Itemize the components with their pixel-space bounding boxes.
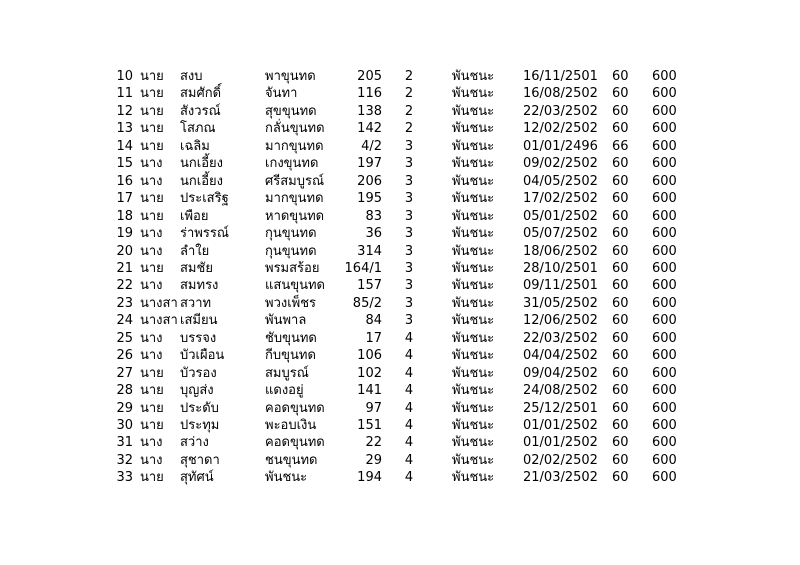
table-row xyxy=(0,173,800,191)
amount-cell: 600 xyxy=(652,191,677,207)
table-row xyxy=(0,120,800,138)
birth-date-cell: 18/06/2502 xyxy=(523,243,598,259)
row-number-cell: 20 xyxy=(116,243,133,259)
table-row xyxy=(0,208,800,226)
subdistrict-cell: พันชนะ xyxy=(452,452,495,468)
amount-cell: 600 xyxy=(652,138,677,154)
house-number-cell: 206 xyxy=(357,173,382,189)
house-number-cell: 17 xyxy=(365,330,382,346)
table-row xyxy=(0,68,800,86)
birth-date-cell: 12/02/2502 xyxy=(523,121,598,137)
name-title-cell: นาย xyxy=(140,121,164,137)
first-name-cell: เพือย xyxy=(180,208,209,224)
birth-date-cell: 05/07/2502 xyxy=(523,226,598,242)
last-name-cell: กุนขุนทด xyxy=(265,226,317,242)
first-name-cell: สังวรณ์ xyxy=(180,103,221,119)
last-name-cell: กีบขุนทด xyxy=(265,348,316,364)
birth-date-cell: 01/01/2502 xyxy=(523,435,598,451)
last-name-cell: เกงขุนทด xyxy=(265,156,319,172)
subdistrict-cell: พันชนะ xyxy=(452,103,495,119)
subdistrict-cell: พันชนะ xyxy=(452,278,495,294)
village-number-cell: 4 xyxy=(404,348,414,364)
row-number-cell: 23 xyxy=(116,295,133,311)
name-title-cell: นาง xyxy=(140,330,163,346)
name-title-cell: นาย xyxy=(140,138,164,154)
age-cell: 60 xyxy=(612,243,629,259)
age-cell: 60 xyxy=(612,383,629,399)
village-number-cell: 3 xyxy=(404,191,414,207)
amount-cell: 600 xyxy=(652,348,677,364)
village-number-cell: 3 xyxy=(404,226,414,242)
village-number-cell: 4 xyxy=(404,452,414,468)
name-title-cell: นาง xyxy=(140,156,163,172)
table-row xyxy=(0,452,800,470)
amount-cell: 600 xyxy=(652,278,677,294)
last-name-cell: สมบูรณ์ xyxy=(265,365,309,381)
subdistrict-cell: พันชนะ xyxy=(452,365,495,381)
house-number-cell: 138 xyxy=(357,103,382,119)
amount-cell: 600 xyxy=(652,69,677,84)
subdistrict-cell: พันชนะ xyxy=(452,226,495,242)
age-cell: 60 xyxy=(612,452,629,468)
first-name-cell: บัวรอง xyxy=(180,365,217,381)
name-title-cell: นาย xyxy=(140,69,164,84)
row-number-cell: 17 xyxy=(116,191,133,207)
table-row xyxy=(0,365,800,383)
name-title-cell: นาย xyxy=(140,260,164,276)
age-cell: 60 xyxy=(612,348,629,364)
row-number-cell: 22 xyxy=(116,278,133,294)
subdistrict-cell: พันชนะ xyxy=(452,470,495,486)
house-number-cell: 97 xyxy=(365,400,382,416)
first-name-cell: สุทัศน์ xyxy=(180,470,214,486)
subdistrict-cell: พันชนะ xyxy=(452,243,495,259)
age-cell: 60 xyxy=(612,418,629,433)
subdistrict-cell: พันชนะ xyxy=(452,418,495,433)
house-number-cell: 102 xyxy=(357,365,382,381)
amount-cell: 600 xyxy=(652,121,677,137)
village-number-cell: 2 xyxy=(404,69,414,84)
row-number-cell: 18 xyxy=(116,208,133,224)
first-name-cell: เฉลิม xyxy=(180,138,210,154)
amount-cell: 600 xyxy=(652,435,677,451)
table-row xyxy=(0,103,800,121)
house-number-cell: 164/1 xyxy=(344,260,382,276)
birth-date-cell: 16/11/2501 xyxy=(523,69,598,84)
first-name-cell: นกเอี้ยง xyxy=(180,156,223,172)
amount-cell: 600 xyxy=(652,295,677,311)
table-row xyxy=(0,260,800,278)
first-name-cell: ประเสริฐ xyxy=(180,191,229,207)
row-number-cell: 27 xyxy=(116,365,133,381)
village-number-cell: 3 xyxy=(404,173,414,189)
subdistrict-cell: พันชนะ xyxy=(452,383,495,399)
house-number-cell: 157 xyxy=(357,278,382,294)
last-name-cell: สุขขุนทด xyxy=(265,103,317,119)
name-title-cell: นาง xyxy=(140,452,163,468)
amount-cell: 600 xyxy=(652,313,677,329)
last-name-cell: จันทา xyxy=(265,86,298,102)
row-number-cell: 21 xyxy=(116,260,133,276)
first-name-cell: สมศักดิ์ xyxy=(180,86,222,102)
subdistrict-cell: พันชนะ xyxy=(452,86,495,102)
subdistrict-cell: พันชนะ xyxy=(452,208,495,224)
last-name-cell: พันชนะ xyxy=(265,470,308,486)
birth-date-cell: 22/03/2502 xyxy=(523,330,598,346)
table-row xyxy=(0,225,800,243)
house-number-cell: 22 xyxy=(365,435,382,451)
subdistrict-cell: พันชนะ xyxy=(452,260,495,276)
house-number-cell: 142 xyxy=(357,121,382,137)
row-number-cell: 25 xyxy=(116,330,133,346)
subdistrict-cell: พันชนะ xyxy=(452,191,495,207)
first-name-cell: สว่าง xyxy=(180,435,209,451)
row-number-cell: 10 xyxy=(116,69,133,84)
house-number-cell: 314 xyxy=(357,243,382,259)
house-number-cell: 85/2 xyxy=(352,295,382,311)
last-name-cell: มากขุนทด xyxy=(265,138,324,154)
subdistrict-cell: พันชนะ xyxy=(452,69,495,84)
last-name-cell: แสนขุนทด xyxy=(265,278,325,294)
table-row xyxy=(0,400,800,418)
house-number-cell: 151 xyxy=(357,418,382,433)
subdistrict-cell: พันชนะ xyxy=(452,295,495,311)
birth-date-cell: 21/03/2502 xyxy=(523,470,598,486)
last-name-cell: กลั่นขุนทด xyxy=(265,121,325,137)
name-title-cell: นาง xyxy=(140,173,163,189)
amount-cell: 600 xyxy=(652,400,677,416)
age-cell: 60 xyxy=(612,260,629,276)
village-number-cell: 3 xyxy=(404,208,414,224)
amount-cell: 600 xyxy=(652,330,677,346)
name-title-cell: นาย xyxy=(140,383,164,399)
row-number-cell: 11 xyxy=(116,86,133,102)
age-cell: 60 xyxy=(612,156,629,172)
row-number-cell: 19 xyxy=(116,226,133,242)
amount-cell: 600 xyxy=(652,418,677,433)
table-row xyxy=(0,330,800,348)
age-cell: 60 xyxy=(612,69,629,84)
table-row xyxy=(0,295,800,313)
age-cell: 60 xyxy=(612,330,629,346)
house-number-cell: 141 xyxy=(357,383,382,399)
row-number-cell: 30 xyxy=(116,418,133,433)
first-name-cell: บุญส่ง xyxy=(180,383,214,399)
table-row xyxy=(0,277,800,295)
row-number-cell: 32 xyxy=(116,452,133,468)
first-name-cell: บัวเผือน xyxy=(180,348,225,364)
village-number-cell: 2 xyxy=(404,103,414,119)
last-name-cell: พันพาล xyxy=(265,313,307,329)
name-title-cell: นาย xyxy=(140,418,164,433)
amount-cell: 600 xyxy=(652,173,677,189)
birth-date-cell: 17/02/2502 xyxy=(523,191,598,207)
first-name-cell: ลำใย xyxy=(180,243,210,259)
table-row xyxy=(0,243,800,261)
first-name-cell: ร่าพรรณ์ xyxy=(180,226,229,242)
house-number-cell: 116 xyxy=(357,86,382,102)
first-name-cell: ประทุม xyxy=(180,418,220,433)
table-row xyxy=(0,190,800,208)
row-number-cell: 15 xyxy=(116,156,133,172)
birth-date-cell: 22/03/2502 xyxy=(523,103,598,119)
name-title-cell: นาง xyxy=(140,435,163,451)
birth-date-cell: 02/02/2502 xyxy=(523,452,598,468)
age-cell: 60 xyxy=(612,313,629,329)
name-title-cell: นาง xyxy=(140,243,163,259)
birth-date-cell: 12/06/2502 xyxy=(523,313,598,329)
row-number-cell: 29 xyxy=(116,400,133,416)
village-number-cell: 4 xyxy=(404,435,414,451)
age-cell: 60 xyxy=(612,400,629,416)
last-name-cell: ชับขุนทด xyxy=(265,330,317,346)
table-row xyxy=(0,155,800,173)
house-number-cell: 205 xyxy=(357,69,382,84)
age-cell: 60 xyxy=(612,121,629,137)
name-title-cell: นาย xyxy=(140,400,164,416)
village-number-cell: 3 xyxy=(404,295,414,311)
subdistrict-cell: พันชนะ xyxy=(452,400,495,416)
table-row xyxy=(0,417,800,435)
amount-cell: 600 xyxy=(652,452,677,468)
village-number-cell: 3 xyxy=(404,138,414,154)
first-name-cell: สมทรง xyxy=(180,278,219,294)
subdistrict-cell: พันชนะ xyxy=(452,121,495,137)
birth-date-cell: 04/05/2502 xyxy=(523,173,598,189)
village-number-cell: 4 xyxy=(404,470,414,486)
last-name-cell: พะอบเงิน xyxy=(265,418,317,433)
row-number-cell: 12 xyxy=(116,103,133,119)
subdistrict-cell: พันชนะ xyxy=(452,138,495,154)
first-name-cell: สงบ xyxy=(180,69,203,84)
row-number-cell: 31 xyxy=(116,435,133,451)
birth-date-cell: 05/01/2502 xyxy=(523,208,598,224)
age-cell: 66 xyxy=(612,138,629,154)
amount-cell: 600 xyxy=(652,226,677,242)
name-title-cell: นาง xyxy=(140,348,163,364)
row-number-cell: 13 xyxy=(116,121,133,137)
village-number-cell: 2 xyxy=(404,86,414,102)
birth-date-cell: 01/01/2496 xyxy=(523,138,598,154)
first-name-cell: นกเอี้ยง xyxy=(180,173,223,189)
village-number-cell: 3 xyxy=(404,243,414,259)
name-title-cell: นาย xyxy=(140,365,164,381)
village-number-cell: 3 xyxy=(404,156,414,172)
name-title-cell: นาย xyxy=(140,191,164,207)
village-number-cell: 3 xyxy=(404,260,414,276)
village-number-cell: 3 xyxy=(404,313,414,329)
birth-date-cell: 25/12/2501 xyxy=(523,400,598,416)
age-cell: 60 xyxy=(612,208,629,224)
last-name-cell: มากขุนทด xyxy=(265,191,324,207)
age-cell: 60 xyxy=(612,435,629,451)
subdistrict-cell: พันชนะ xyxy=(452,348,495,364)
amount-cell: 600 xyxy=(652,208,677,224)
birth-date-cell: 01/01/2502 xyxy=(523,418,598,433)
first-name-cell: บรรจง xyxy=(180,330,217,346)
age-cell: 60 xyxy=(612,470,629,486)
last-name-cell: คอดขุนทด xyxy=(265,435,325,451)
age-cell: 60 xyxy=(612,86,629,102)
village-number-cell: 4 xyxy=(404,330,414,346)
last-name-cell: หาดขุนทด xyxy=(265,208,325,224)
house-number-cell: 106 xyxy=(357,348,382,364)
name-title-cell: นางสา xyxy=(140,313,178,329)
village-number-cell: 4 xyxy=(404,418,414,433)
last-name-cell: พาขุนทด xyxy=(265,69,316,84)
first-name-cell: โสภณ xyxy=(180,121,216,137)
house-number-cell: 195 xyxy=(357,191,382,207)
name-title-cell: นาย xyxy=(140,86,164,102)
birth-date-cell: 28/10/2501 xyxy=(523,260,598,276)
table-row xyxy=(0,347,800,365)
table-row xyxy=(0,382,800,400)
amount-cell: 600 xyxy=(652,365,677,381)
table-row xyxy=(0,138,800,156)
house-number-cell: 83 xyxy=(365,208,382,224)
house-number-cell: 84 xyxy=(365,313,382,329)
birth-date-cell: 09/02/2502 xyxy=(523,156,598,172)
last-name-cell: ชนขุนทด xyxy=(265,452,318,468)
house-number-cell: 4/2 xyxy=(361,138,382,154)
age-cell: 60 xyxy=(612,278,629,294)
birth-date-cell: 09/11/2501 xyxy=(523,278,598,294)
name-title-cell: นาย xyxy=(140,103,164,119)
first-name-cell: ประดับ xyxy=(180,400,219,416)
age-cell: 60 xyxy=(612,226,629,242)
subdistrict-cell: พันชนะ xyxy=(452,313,495,329)
village-number-cell: 2 xyxy=(404,121,414,137)
first-name-cell: เสมียน xyxy=(180,313,218,329)
subdistrict-cell: พันชนะ xyxy=(452,435,495,451)
house-number-cell: 29 xyxy=(365,452,382,468)
age-cell: 60 xyxy=(612,191,629,207)
birth-date-cell: 24/08/2502 xyxy=(523,383,598,399)
table-row xyxy=(0,434,800,452)
birth-date-cell: 09/04/2502 xyxy=(523,365,598,381)
village-number-cell: 4 xyxy=(404,383,414,399)
age-cell: 60 xyxy=(612,103,629,119)
age-cell: 60 xyxy=(612,295,629,311)
first-name-cell: สมชัย xyxy=(180,260,213,276)
last-name-cell: ศรีสมบูรณ์ xyxy=(265,173,325,189)
row-number-cell: 28 xyxy=(116,383,133,399)
age-cell: 60 xyxy=(612,173,629,189)
amount-cell: 600 xyxy=(652,103,677,119)
name-title-cell: นางสา xyxy=(140,295,178,311)
house-number-cell: 194 xyxy=(357,470,382,486)
birth-date-cell: 04/04/2502 xyxy=(523,348,598,364)
row-number-cell: 33 xyxy=(116,470,133,486)
birth-date-cell: 16/08/2502 xyxy=(523,86,598,102)
row-number-cell: 16 xyxy=(116,173,133,189)
subdistrict-cell: พันชนะ xyxy=(452,330,495,346)
table-row xyxy=(0,469,800,487)
amount-cell: 600 xyxy=(652,243,677,259)
house-number-cell: 197 xyxy=(357,156,382,172)
age-cell: 60 xyxy=(612,365,629,381)
amount-cell: 600 xyxy=(652,86,677,102)
row-number-cell: 26 xyxy=(116,348,133,364)
name-title-cell: นาง xyxy=(140,278,163,294)
name-title-cell: นาง xyxy=(140,226,163,242)
last-name-cell: พวงเพ็ชร xyxy=(265,295,317,311)
amount-cell: 600 xyxy=(652,156,677,172)
last-name-cell: พรมสร้อย xyxy=(265,260,320,276)
village-number-cell: 4 xyxy=(404,365,414,381)
birth-date-cell: 31/05/2502 xyxy=(523,295,598,311)
subdistrict-cell: พันชนะ xyxy=(452,156,495,172)
name-title-cell: นาย xyxy=(140,470,164,486)
subdistrict-cell: พันชนะ xyxy=(452,173,495,189)
amount-cell: 600 xyxy=(652,383,677,399)
last-name-cell: กุนขุนทด xyxy=(265,243,317,259)
first-name-cell: สุชาดา xyxy=(180,452,220,468)
row-number-cell: 14 xyxy=(116,138,133,154)
village-number-cell: 4 xyxy=(404,400,414,416)
first-name-cell: สวาท xyxy=(180,295,212,311)
name-title-cell: นาย xyxy=(140,208,164,224)
last-name-cell: แดงอยู่ xyxy=(265,383,304,399)
row-number-cell: 24 xyxy=(116,313,133,329)
amount-cell: 600 xyxy=(652,260,677,276)
village-number-cell: 3 xyxy=(404,278,414,294)
last-name-cell: คอดขุนทด xyxy=(265,400,325,416)
table-row xyxy=(0,85,800,103)
house-number-cell: 36 xyxy=(365,226,382,242)
amount-cell: 600 xyxy=(652,470,677,486)
table-row xyxy=(0,312,800,330)
